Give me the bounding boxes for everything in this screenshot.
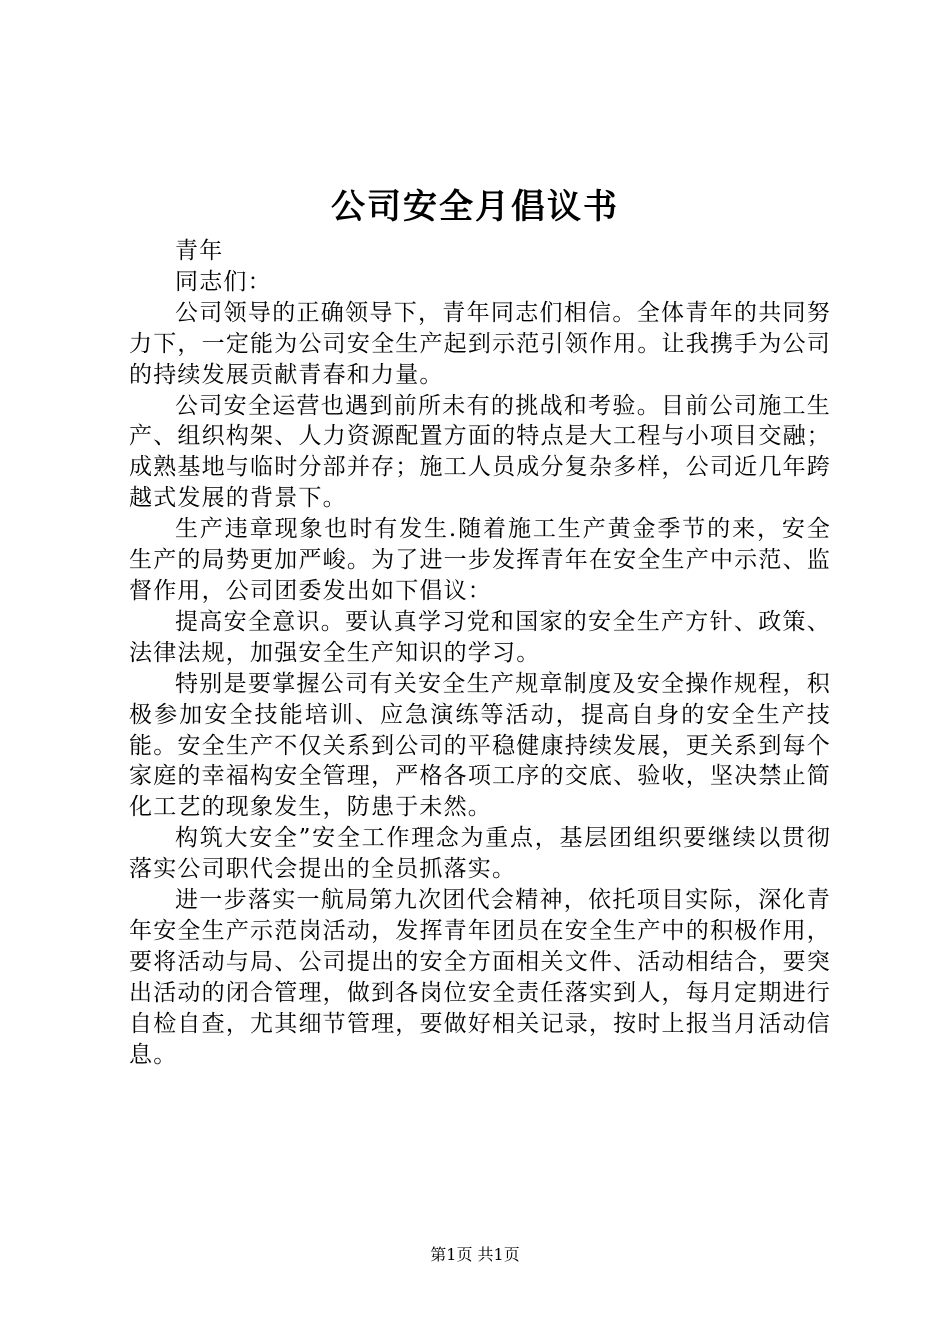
body-paragraph: 特别是要掌握公司有关安全生产规章制度及安全操作规程，积极参加安全技能培训、应急演练等活动，提高自身的安全生产技能。安全生产不仅关系到公司的平稳健康持续发展，更关系到每个家庭的幸福构安全管理，严格各项工序的交底、验收，坚决禁止简化工艺的现象发生，防患于未然。 <box>129 670 831 821</box>
document-body <box>129 236 831 1070</box>
body-paragraph: 构筑大安全”安全工作理念为重点，基层团组织要继续以贯彻落实公司职代会提出的全员抓落实。 <box>129 825 831 883</box>
body-paragraph: 进一步落实一航局第九次团代会精神，依托项目实际，深化青年安全生产示范岗活动，发挥青年团员在安全生产中的积极作用，要将活动与局、公司提出的安全方面相关文件、活动相结合，要突出活动的闭合管理，做到各岗位安全责任落实到人，每月定期进行自检自查，尤其细节管理，要做好相关记录，按时上报当月活动信息。 <box>129 887 831 1068</box>
salutation-line-2: 同志们： <box>175 268 272 295</box>
body-paragraph: 公司安全运营也遇到前所未有的挑战和考验。目前公司施工生产、组织构架、人力资源配置方面的特点是大工程与小项目交融；成熟基地与临时分部并存；施工人员成分复杂多样，公司近几年跨越式发展的背景下。 <box>129 392 831 512</box>
salutation-line-1: 青年 <box>175 238 224 264</box>
page-footer: 第1页 共1页 <box>430 1245 520 1264</box>
body-paragraph: 公司领导的正确领导下，青年同志们相信。全体青年的共同努力下，一定能为公司安全生产起到示范引领作用。让我携手为公司的持续发展贡献青春和力量。 <box>129 299 831 388</box>
body-paragraph: 提高安全意识。要认真学习党和国家的安全生产方针、政策、法律法规，加强安全生产知识的学习。 <box>129 608 831 666</box>
body-paragraph: 生产违章现象也时有发生.随着施工生产黄金季节的来，安全生产的局势更加严峻。为了进一步发挥青年在安全生产中示范、监督作用，公司团委发出如下倡议： <box>129 516 831 604</box>
document-title: 公司安全月倡议书 <box>331 187 619 227</box>
